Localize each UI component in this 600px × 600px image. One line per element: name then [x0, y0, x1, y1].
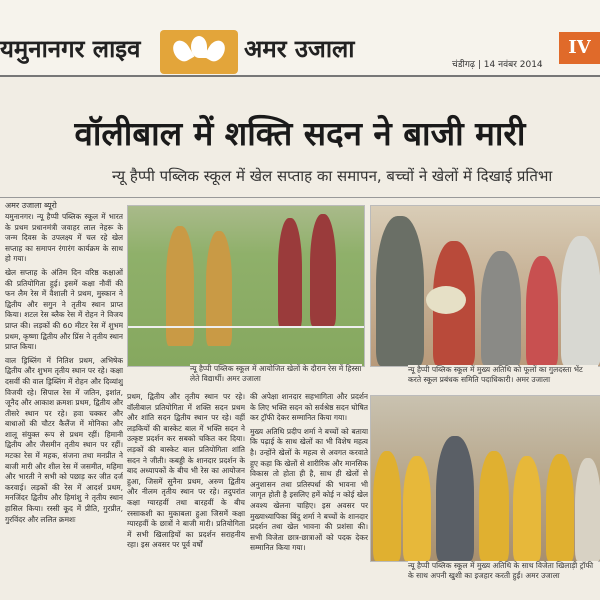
paragraph: की अपेक्षा शानदार सहभागिता और प्रदर्शन के लिए भक्ति सदन को सर्वश्रेष्ठ सदन घोषित कर ट्रॉफी देकर सम्मानित किया गया।: [250, 392, 368, 423]
paper-name: अमर उजाला: [244, 34, 355, 63]
paragraph: खेल सप्ताह के अंतिम दिन वरिष्ठ कक्षाओं की प्रतियोगिता हुई। इसमें कक्षा नौवीं की फन लैम रेस में वैशाली ने प्रथम, मुस्कान ने द्वितीय और सगुन ने तृतीय स्थान प्राप्त किया। शटल रेस ब्लैक रेस में रोहन ने विजय प्राप्त की। लड़कों की 60 मीटर रेस में शुभम प्रथम, कृष्णा द्वितीय और प्रिंस ने तृतीय स्थान प्राप्त किया।: [5, 267, 123, 352]
bouquet-photo: [370, 205, 600, 367]
masthead: [0, 0, 600, 77]
trophy-photo: [370, 395, 600, 562]
paragraph: मुख्य अतिथि प्रदीप शर्मा ने बच्चों को बताया कि पढ़ाई के साथ खेलों का भी विशेष महत्व है। उन्होंने खेलों के महत्व से अवगत करवाते हुए कहा कि खेलों से शारीरिक और मानसिक विकास तो होता ही है, साथ ही खेलों से अनुशासन तथा प्रतिस्पर्धा की भावना भी जागृत होती है इसलिए हमें कोई न कोई खेल अवश्य खेलना चाहिए। इस अवसर पर मुख्याध्यापिका बिंदु शर्मा ने बच्चों के शानदार प्रदर्शन तथा खेल भावना की प्रशंसा की। सभी विजेता छात्र-छात्राओं को पदक देकर सम्मानित किया गया।: [250, 426, 368, 553]
edition-city: चंडीगढ़: [452, 60, 475, 70]
article-column-2: [127, 392, 245, 597]
edition-date-value: 14 नवंबर 2014: [483, 60, 543, 70]
amar-ujala-flower-logo-icon: [160, 30, 238, 74]
race-photo: [127, 205, 365, 367]
edition-date: चंडीगढ़ | 14 नवंबर 2014: [452, 60, 543, 70]
section-name: यमुनानगर लाइव: [0, 34, 141, 63]
race-photo-caption: न्यू हैप्पी पब्लिक स्कूल में आयोजित खेलों के दौरान रेस में हिस्सा लेते विद्यार्थी। अमर उजाला: [190, 364, 362, 386]
article-headline: वॉलीबाल में शक्ति सदन ने बाजी मारी: [74, 114, 526, 153]
paragraph: वाल ड्रिब्लिंग में नितिश प्रथम, अभिषेक द्वितीय और शुभम तृतीय स्थान पर रहे। कक्षा दसवीं की वाल ड्रिब्लिंग में रोहन और दिव्यांशु विजयी रहे। सिपाल रेस में जतिन, इशांत, जूनैद और आकाश क्रमशः प्रथम, द्वितीय और तीसरे स्थान पर रहे। हवा चक्कर और बाधाओं की चौटर कैलैंज में मोनिका और शालू संयुक्त रूप से प्रथम रहीं। हिमानी द्वितीय और जैसमीन तृतीय स्थान पर रहीं। मटका रेस में महक, संजना तथा मनप्रीत ने बाजी मारी और शील रेस में जसमीत, महिमा और भारती ने सभी को पछाड़ कर जीत दर्ज करवाई। लड़कों की रेस में आदर्श प्रथम, मनजिंदर द्वितीय और हिमांशु ने तृतीय स्थान हासिल किया। रस्सी कूद में प्रीति, गुरप्रीत, गुरविंदर और ललित क्रमशः: [5, 355, 123, 524]
bouquet-photo-caption: न्यू हैप्पी पब्लिक स्कूल में मुख्य अतिथि को फूलों का गुलदस्ता भेंट करते स्कूल प्रबंधक समिति पदाधिकारी। अमर उजाला: [408, 365, 598, 387]
page-number-badge: IV: [559, 32, 600, 64]
article-byline: अमर उजाला ब्यूरो: [5, 201, 57, 210]
article-subheadline: न्यू हैप्पी पब्लिक स्कूल में खेल सप्ताह का समापन, बच्चों ने खेलों में दिखाई प्रतिभा: [112, 167, 553, 185]
paragraph: यमुनानगर। न्यू हैप्पी पब्लिक स्कूल में भारत के प्रथम प्रधानमंत्री जवाहर लाल नेहरू के जन्म दिवस के उपलक्ष्य में चल रहे खेल सप्ताह का समापन रंगारंग कार्यक्रम के साथ हो गया।: [5, 212, 123, 264]
article-column-1: [5, 212, 123, 597]
divider: [0, 197, 600, 198]
paragraph: प्रथम, द्वितीय और तृतीय स्थान पर रहे। वॉलीबाल प्रतियोगिता में शक्ति सदन प्रथम और शांति सदन द्वितीय स्थान पर रहे। वहीं लड़कियों की बास्केट बाल में भक्ति सदन ने उत्कृष्ट प्रदर्शन कर सबको चकित कर दिया। लड़कों की बास्केट बाल प्रतियोगिता शांति सदन ने जीती। कबड्डी के शानदार प्रदर्शन के बाद अध्यापकों के बीच भी रेस का आयोजन हुआ, जिसमें सुनैना प्रथम, अरुण द्वितीय और नीलम तृतीय स्थान पर रहे। तदुपरांत कक्षा ग्यारहवीं तथा बारहवीं के बीच रस्साकशी का मुकाबला हुआ जिसमें कक्षा ग्यारहवीं के छात्रों ने बाजी मारी। प्रतियोगिता में सभी खिलाड़ियों का प्रदर्शन सराहनीय रहा। इस अवसर पर पूर्व वर्षों: [127, 392, 245, 550]
article-column-3: [250, 392, 368, 597]
trophy-photo-caption: न्यू हैप्पी पब्लिक स्कूल में मुख्य अतिथि के साथ विजेता खिलाड़ी ट्रॉफी के साथ अपनी खुशी का इजहार करती हुईं। अमर उजाला: [408, 561, 598, 583]
